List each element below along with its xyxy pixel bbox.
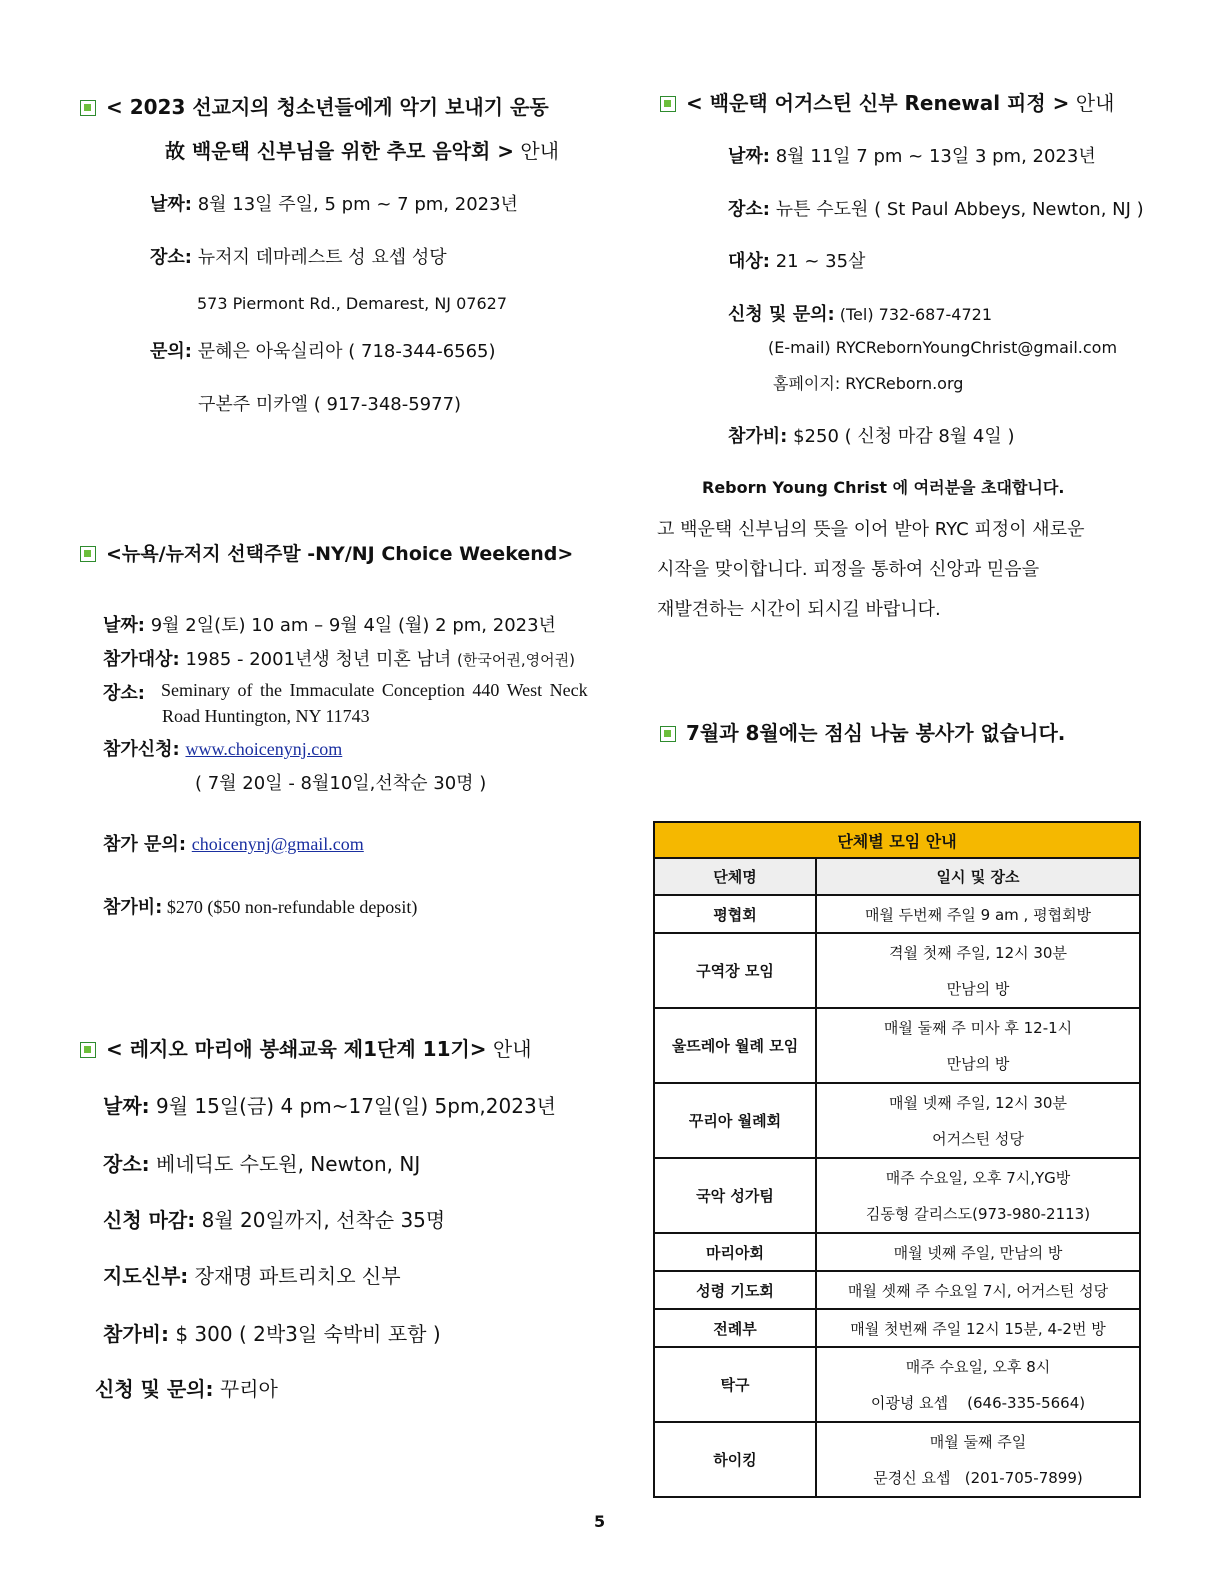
- table-row: 하이킹 매월 둘째 주일 문경신 요셉 (201-705-7899): [654, 1422, 1140, 1497]
- concert-date: 날짜: 8월 13일 주일, 5 pm ~ 7 pm, 2023년: [150, 194, 518, 215]
- bullet-icon: [80, 1042, 96, 1058]
- choice-place-line2: Road Huntington, NY 11743: [162, 706, 370, 726]
- lunch-notice: 7월과 8월에는 점심 나눔 봉사가 없습니다.: [660, 717, 1065, 746]
- table-row: 구역장 모임 격월 첫째 주일, 12시 30분 만남의 방: [654, 933, 1140, 1008]
- choice-inquiry: 참가 문의: choicenynj@gmail.com: [103, 834, 364, 855]
- choice-fee: 참가비: $270 ($50 non-refundable deposit): [103, 897, 418, 918]
- table-row: 탁구 매주 수요일, 오후 8시 이광녕 요셉 (646-335-5664): [654, 1347, 1140, 1422]
- legio-inquiry: 신청 및 문의: 꾸리아: [95, 1377, 278, 1401]
- renewal-place: 장소: 뉴튼 수도원 ( St Paul Abbeys, Newton, NJ ): [728, 199, 1144, 220]
- renewal-target: 대상: 21 ~ 35살: [728, 251, 866, 272]
- bullet-icon: [80, 100, 96, 116]
- renewal-title: < 백운택 어거스틴 신부 Renewal 피정 > 안내: [660, 87, 1114, 116]
- table-row: 평협회 매월 두번째 주일 9 am , 평협회방: [654, 895, 1140, 933]
- renewal-paragraph-1: 고 백운택 신부님의 뜻을 이어 받아 RYC 피정이 새로운: [657, 519, 1085, 540]
- choice-title: <뉴욕/뉴저지 선택주말 -NY/NJ Choice Weekend>: [80, 539, 573, 566]
- legio-title: < 레지오 마리애 봉쇄교육 제1단계 11기> 안내: [80, 1033, 532, 1062]
- choice-apply: 참가신청: www.choicenynj.com: [103, 739, 343, 760]
- legio-fee: 참가비: $ 300 ( 2박3일 숙박비 포함 ): [103, 1322, 441, 1346]
- choice-apply-period: ( 7월 20일 - 8월10일,선착순 30명 ): [195, 773, 487, 794]
- choice-email-link[interactable]: choicenynj@gmail.com: [191, 834, 364, 854]
- renewal-fee: 참가비: $250 ( 신청 마감 8월 4일 ): [728, 426, 1015, 447]
- page-number: 5: [594, 1512, 606, 1531]
- concert-title-line2: 故 백운택 신부님을 위한 추모 음악회 > 안내: [165, 139, 560, 163]
- renewal-homepage: 홈페이지: RYCReborn.org: [773, 374, 964, 393]
- table-row: 울뜨레아 월례 모임 매월 둘째 주 미사 후 12-1시 만남의 방: [654, 1008, 1140, 1083]
- concert-contact: 문의: 문혜은 아욱실리아 ( 718-344-6565): [150, 341, 496, 362]
- bullet-icon: [80, 546, 96, 562]
- concert-title-line1: < 2023 선교지의 청소년들에게 악기 보내기 운동: [80, 91, 549, 120]
- table-row: 성령 기도회 매월 셋째 주 수요일 7시, 어거스틴 성당: [654, 1271, 1140, 1309]
- choice-target: 참가대상: 1985 - 2001년생 청년 미혼 남녀 (한국어권,영어권): [103, 649, 575, 670]
- legio-priest: 지도신부: 장재명 파트리치오 신부: [103, 1264, 401, 1288]
- renewal-paragraph-3: 재발견하는 시간이 되시길 바랍니다.: [657, 599, 941, 620]
- renewal-invite: Reborn Young Christ 에 여러분을 초대합니다.: [702, 478, 1065, 497]
- column-header-time: 일시 및 장소: [816, 858, 1140, 895]
- choice-website-link[interactable]: www.choicenynj.com: [185, 739, 343, 759]
- concert-address: 573 Piermont Rd., Demarest, NJ 07627: [197, 294, 507, 313]
- concert-place: 장소: 뉴저지 데마레스트 성 요셉 성당: [150, 247, 447, 268]
- concert-contact-2: 구본주 미카엘 ( 917-348-5977): [198, 394, 462, 415]
- choice-place-line1: Seminary of the Immaculate Conception 440 West Neck: [161, 680, 588, 700]
- renewal-paragraph-2: 시작을 맞이합니다. 피정을 통하여 신앙과 믿음을: [657, 559, 1040, 580]
- legio-place: 장소: 베네딕도 수도원, Newton, NJ: [103, 1152, 421, 1176]
- bullet-icon: [660, 726, 676, 742]
- table-caption: 단체별 모임 안내: [654, 822, 1140, 858]
- table-row: 국악 성가팀 매주 수요일, 오후 7시,YG방 김동형 갈리스도(973-980-2113): [654, 1158, 1140, 1233]
- legio-deadline: 신청 마감: 8월 20일까지, 선착순 35명: [103, 1208, 446, 1232]
- table-row: 전례부 매월 첫번째 주일 12시 15분, 4-2번 방: [654, 1309, 1140, 1347]
- table-row: 꾸리아 월례회 매월 넷째 주일, 12시 30분 어거스틴 성당: [654, 1083, 1140, 1158]
- column-header-name: 단체명: [654, 858, 816, 895]
- choice-date: 날짜: 9월 2일(토) 10 am – 9월 4일 (월) 2 pm, 2023년: [103, 615, 556, 636]
- renewal-apply: 신청 및 문의: (Tel) 732-687-4721: [728, 304, 993, 325]
- renewal-date: 날짜: 8월 11일 7 pm ~ 13일 3 pm, 2023년: [728, 146, 1096, 167]
- bullet-icon: [660, 96, 676, 112]
- renewal-email: (E-mail) RYCRebornYoungChrist@gmail.com: [768, 338, 1118, 357]
- choice-place: 장소:: [103, 683, 145, 704]
- group-meetings-table: [653, 821, 1141, 1498]
- table-row: 마리아회 매월 넷째 주일, 만남의 방: [654, 1233, 1140, 1271]
- legio-date: 날짜: 9월 15일(금) 4 pm~17일(일) 5pm,2023년: [103, 1094, 556, 1118]
